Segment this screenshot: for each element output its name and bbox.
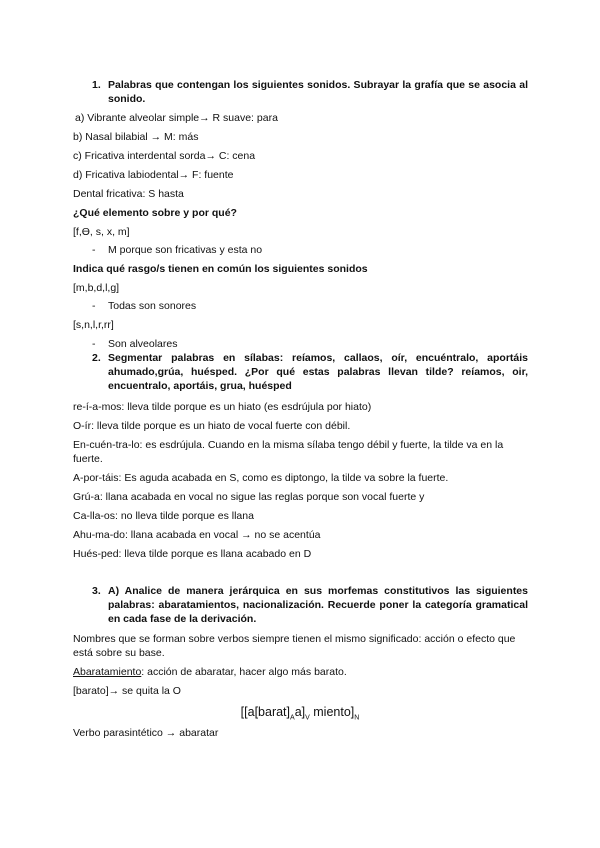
section2-heading: Segmentar palabras en sílabas: reíamos, callaos, oír, encuéntralo, aportáis ahumado,grúa, huésped. ¿Por qué estas palabras llevan tilde? reíamos, oir, encuentralo, aportáis, grua, huésped [108, 352, 528, 392]
term-abaratamiento: Abaratamiento [73, 666, 142, 678]
formula-sub-a: A [290, 714, 295, 722]
answer-3: Son alveolares [108, 338, 178, 350]
item-d: d) Fricativa labiodental→ F: fuente [73, 169, 234, 181]
syllable-line-2: O-ír: lleva tilde porque es un hiato de vocal fuerte con débil. [73, 420, 351, 432]
bullet-dash: - [92, 300, 96, 312]
syllable-line-3: En-cuén-tra-lo: es esdrújula. Cuando en la misma sílaba tengo débil y fuerte, la tilde va en la fuerte. [73, 439, 504, 465]
formula-mid: a] [294, 705, 306, 719]
formula-sub-n: N [354, 714, 360, 722]
term-def-text: : acción de abaratar, hacer algo más barato. [141, 666, 347, 678]
sound-set-1: [f,ϴ, s, x, m] [73, 226, 130, 238]
section1-heading: Palabras que contengan los siguientes sonidos. Subrayar la grafía que se asocia al sonido. [108, 79, 528, 105]
sound-set-2: [m,b,d,l,g] [73, 282, 120, 294]
answer-2: Todas son sonores [108, 300, 197, 312]
morpheme-bracketing [0, 704, 600, 727]
parasynthetic-verb: Verbo parasintético → abaratar [73, 727, 219, 739]
item-dental: Dental fricativa: S hasta [73, 188, 184, 200]
formula-open: [[a[barat] [240, 705, 291, 719]
formula-close: miento] [309, 705, 355, 719]
term-definition [73, 665, 533, 679]
formula-sub-v: V [305, 714, 310, 722]
bullet-dash: - [92, 244, 96, 256]
syllable-line-7: Ahu-ma-do: llana acabada en vocal → no se acentúa [73, 529, 321, 541]
syllable-line-6: Ca-lla-os: no lleva tilde porque es llana [73, 510, 254, 522]
section3-heading: A) Analice de manera jerárquica en sus morfemas constitutivos las siguientes palabras: abaratamientos, nacionalización. Recuerde poner la categoría gramatical en cada fase de la derivación. [108, 585, 528, 625]
section2-number: 2. [92, 352, 101, 364]
sound-set-3: [s,n,l,r,rr] [73, 319, 114, 331]
item-c: c) Fricativa interdental sorda→ C: cena [73, 150, 256, 162]
section1-number: 1. [92, 79, 101, 91]
answer-1: M porque son fricativas y esta no [108, 244, 263, 256]
derivation-step: [barato]→ se quita la O [73, 685, 181, 697]
question-common-feature: Indica qué rasgo/s tienen en común los siguientes sonidos [73, 263, 368, 275]
item-b: b) Nasal bilabial → M: más [73, 131, 199, 143]
syllable-line-8: Hués-ped: lleva tilde porque es llana acabado en D [73, 548, 312, 560]
section3-intro: Nombres que se forman sobre verbos siempre tienen el mismo significado: acción o efecto que está sobre su base. [73, 633, 516, 659]
item-a: a) Vibrante alveolar simple→ R suave: para [75, 112, 278, 124]
syllable-line-1: re-í-a-mos: lleva tilde porque es un hiato (es esdrújula por hiato) [73, 401, 372, 413]
syllable-line-4: A-por-táis: Es aguda acabada en S, como es diptongo, la tilde va sobre la fuerte. [73, 472, 449, 484]
bullet-dash: - [92, 338, 96, 350]
syllable-line-5: Grú-a: llana acabada en vocal no sigue las reglas porque son vocal fuerte y [73, 491, 425, 503]
section3-number: 3. [92, 585, 101, 597]
question-odd-element: ¿Qué elemento sobre y por qué? [73, 207, 237, 219]
